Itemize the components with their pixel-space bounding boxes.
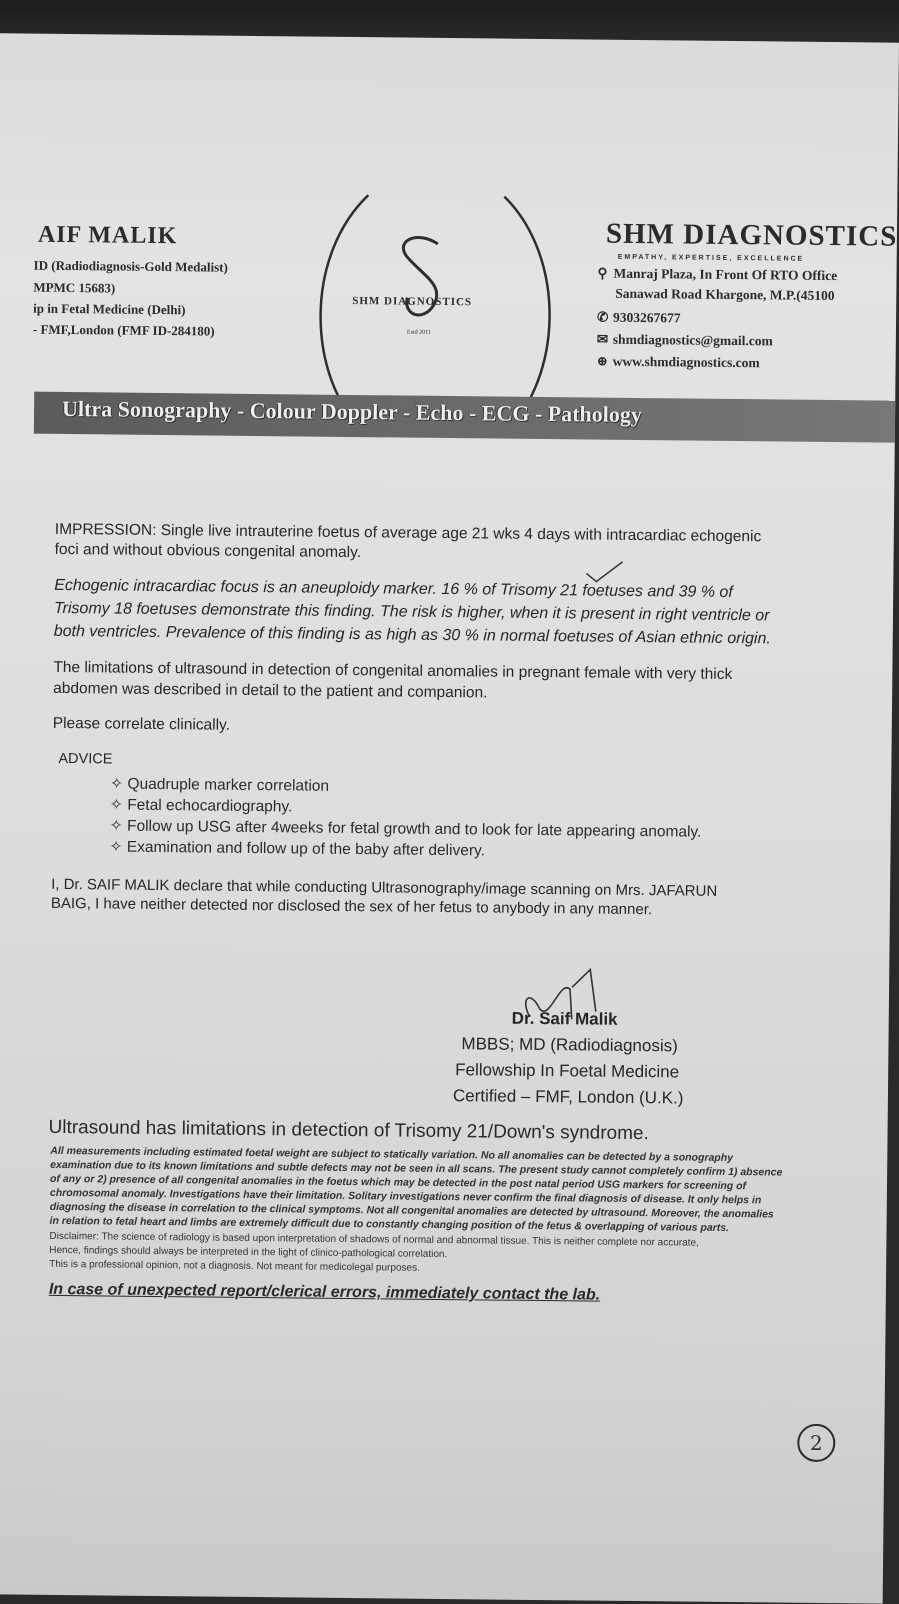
doctor-credential: MPMC 15683) [33,279,116,296]
report-page [0,33,899,1603]
advice-item: ✧ Follow up USG after 4weeks for fetal growth and to look for late appearing anomaly. [109,817,702,841]
fine-print-line: All measurements including estimated foetal weight are subject to statically variation. No all anomalies can be detected by a sonography [50,1144,734,1165]
note-line: Echogenic intracardiac focus is an aneuploidy marker. 16 % of Trisomy 21 foetuses and 39 % of [54,576,733,601]
logo-name: SHM DIAGNOSTICS [352,294,473,309]
declaration-line: I, Dr. SAIF MALIK declare that while conducting Ultrasonography/image scanning on Mrs. JAFARUN [51,875,718,900]
disclaimer-line: This is a professional opinion, not a diagnosis. Not meant for medicolegal purposes. [49,1258,420,1274]
lab-email: ✉ shmdiagnostics@gmail.com [596,331,773,349]
phone-icon: ✆ [597,309,609,325]
lab-phone: ✆ 9303267677 [597,309,681,326]
page-number: 2 [797,1424,835,1462]
disclaimer-line: Hence, findings should always be interpreted in the light of clinico-pathological correlation. [49,1244,448,1261]
diamond-bullet-icon: ✧ [109,817,128,835]
fine-print-line: chromosomal anomaly. Investigations have their limitation. Solitary investigations never confirm the final diagnosis of disease. It only helps in [49,1186,762,1207]
trisomy-warning: Ultrasound has limitations in detection of Trisomy 21/Down's syndrome. [48,1116,649,1145]
globe-icon: ⊕ [596,353,609,369]
services-banner-text: Ultra Sonography - Colour Doppler - Echo - ECG - Pathology [61,395,642,428]
fine-print-line: diagnosing the disease in correlation to the clinical symptoms. Not all congenital anomalies are detected by ultrasound. Moreover, the anomalies [49,1200,774,1221]
diamond-bullet-icon: ✧ [109,796,128,814]
advice-item: ✧ Examination and follow up of the baby after delivery. [109,838,486,860]
fine-print-line: of any or 2) presence of all congenital anomalies in the foetus which may be detected in the post natal period USG markers for screening of [49,1172,747,1193]
advice-item: ✧ Fetal echocardiography. [109,796,293,816]
note-line: Trisomy 18 foetuses demonstrate this finding. The risk is higher, when it is present in right ventricle or [53,599,770,625]
doctor-credential: ip in Fetal Medicine (Delhi) [33,300,186,318]
lab-name: SHM DIAGNOSTICS [605,217,898,253]
advice-item: ✧ Quadruple marker correlation [110,775,330,795]
location-pin-icon: ⚲ [597,265,608,281]
signatory-fellowship: Fellowship In Foetal Medicine [455,1060,680,1082]
contact-lab-notice: In case of unexpected report/clerical errors, immediately contact the lab. [48,1280,601,1304]
lab-website: ⊕ www.shmdiagnostics.com [596,353,760,371]
note-line: both ventricles. Prevalence of this finding is as high as 30 % in normal foetuses of Asian ethnic origin. [53,622,771,648]
impression-line: foci and without obvious congenital anomaly. [54,540,362,562]
logo-estd: Estd 2011 [406,329,431,336]
limitation-line: The limitations of ultrasound in detection of congenital anomalies in pregnant female with very thick [53,658,733,683]
impression-line: IMPRESSION: Single live intrauterine foetus of average age 21 wks 4 days with intracardiac echogenic [54,520,762,546]
lab-address: ⚲ Manraj Plaza, In Front Of RTO Office [597,265,838,284]
fine-print-line: in relation to fetal heart and limbs are extremely difficult due to constantly changing position of the fetus & overlapping of various parts. [49,1214,730,1234]
diamond-bullet-icon: ✧ [109,838,127,856]
disclaimer-line: Disclaimer: The science of radiology is based upon interpretation of shadows of normal and abnormal tissue. This is neither complete nor accurate, [49,1230,699,1249]
fine-print-line: examination due to its known limitations and subtle defects may not be seen in all scans. The present study cannot completely confirm 1) absence [50,1158,783,1179]
advice-heading: ADVICE [58,750,113,768]
signatory-certification: Certified – FMF, London (U.K.) [452,1086,684,1108]
doctor-credential: ID (Radiodiagnosis-Gold Medalist) [33,257,228,275]
correlate-note: Please correlate clinically. [52,714,231,734]
doctor-name: AIF MALIK [37,221,178,250]
doctor-credential: - FMF,London (FMF ID-284180) [32,321,215,339]
lab-tagline: EMPATHY, EXPERTISE, EXCELLENCE [617,253,805,263]
diamond-bullet-icon: ✧ [110,775,128,793]
signatory-degree: MBBS; MD (Radiodiagnosis) [461,1034,678,1056]
lab-address-line2: Sanawad Road Khargone, M.P.(45100 [615,285,835,304]
email-icon: ✉ [596,331,609,347]
signatory-name: Dr. Saif Malik [511,1008,618,1029]
limitation-line: abdomen was described in detail to the patient and companion. [53,679,488,702]
declaration-line: BAIG, I have neither detected nor disclosed the sex of her fetus to anybody in any manner. [50,894,653,919]
